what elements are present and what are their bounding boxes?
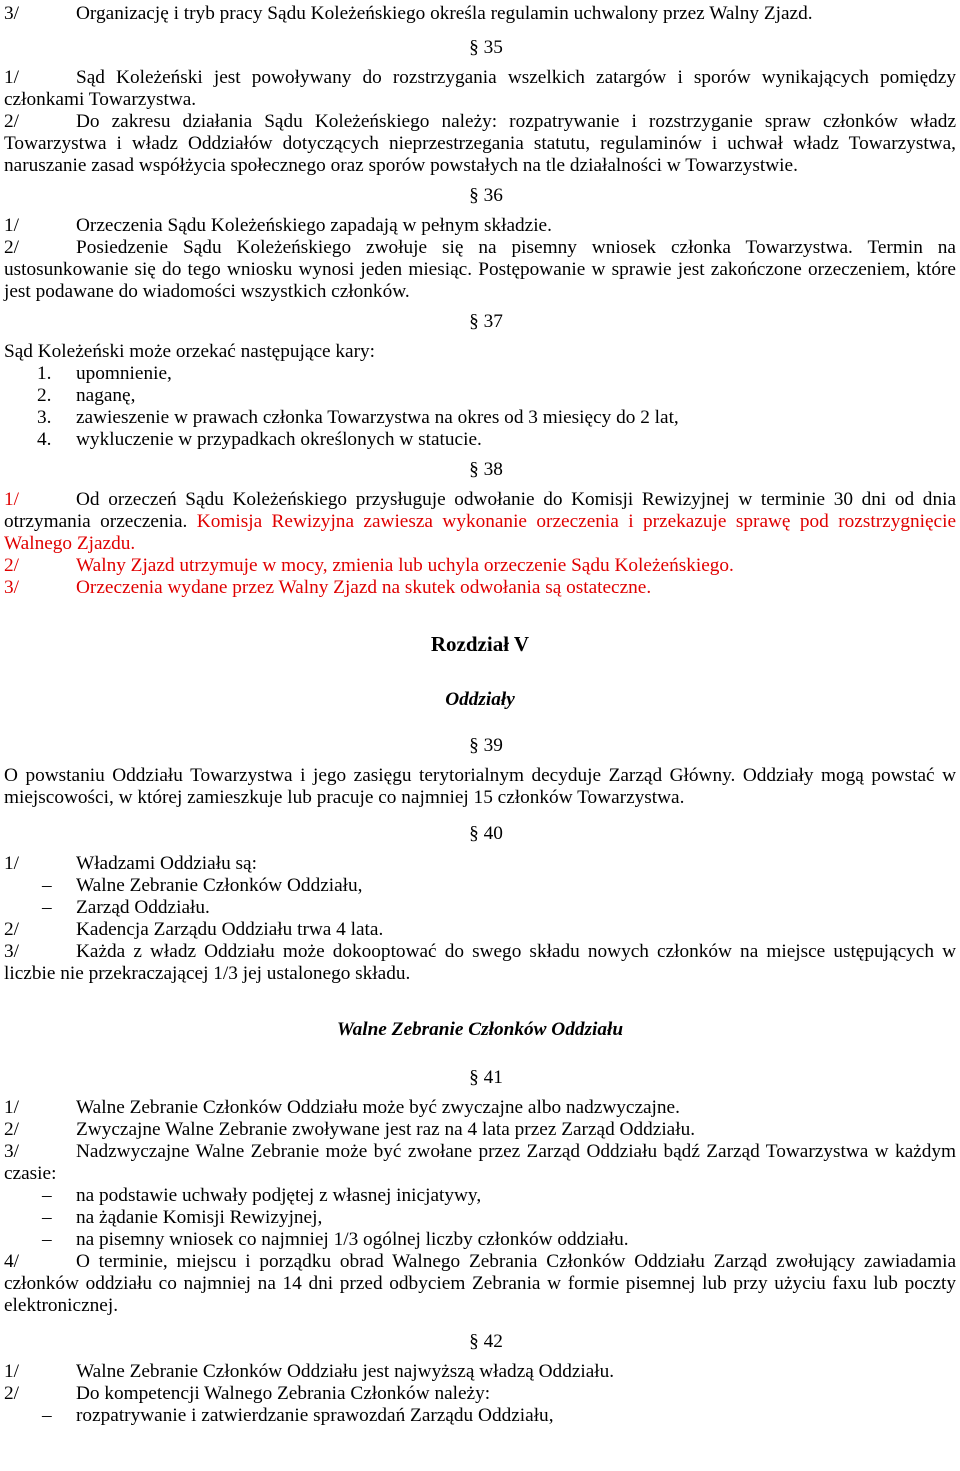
chapter-title: Rozdział V [430, 632, 530, 656]
paragraph-40-3: 3/ Każda z władz Oddziału może dokooptować do swego składu nowych członków na miejsce ustępujących w liczbie nie przekraczającej 1/3 jej ustalonego składu. [4, 941, 956, 984]
paragraph-40-1: 1/ Władzami Oddziału są: [4, 853, 257, 874]
paragraph-36-2: 2/ Posiedzenie Sądu Koleżeńskiego zwołuje się na pisemny wniosek członka Towarzystwa. Termin na ustosunkowanie się do tego wniosku wynosi jeden miesiąc. Postępowanie w sprawie jest zakończone orzeczeniem, które jest podawane do wiadomości wszystkich członków. [4, 237, 956, 302]
paragraph-text: Organizację i tryb pracy Sądu Koleżeńskiego określa regulamin uchwalony przez Walny Zjazd. [76, 3, 813, 24]
list-item: – na pisemny wniosek co najmniej 1/3 ogólnej liczby członków oddziału. [42, 1229, 629, 1250]
section-heading-39: § 39 [469, 735, 503, 756]
paragraph-41-3: 3/ Nadzwyczajne Walne Zebranie może być zwołane przez Zarząd Oddziału bądź Zarząd Towarzystwa w każdym czasie: [4, 1141, 956, 1184]
section-heading-35: § 35 [469, 37, 503, 58]
paragraph-38-3: 3/ Orzeczenia wydane przez Walny Zjazd na skutek odwołania są ostateczne. [4, 577, 652, 598]
section-heading-38: § 38 [469, 459, 503, 480]
document-page [4, 0, 956, 1427]
paragraph-35-2: 2/ Do zakresu działania Sądu Koleżeńskiego należy: rozpatrywanie i rozstrzyganie spraw członków władz Towarzystwa i władz Oddziałów dotyczących nieprzestrzegania statutu, regulaminów i uchwał władz Towarzystwa, naruszanie zasad współżycia społecznego oraz sporów powstałych na tle działalności w Towarzystwie. [4, 111, 956, 176]
list-item: 1. upomnienie, [37, 363, 172, 384]
list-item: – na podstawie uchwały podjętej z własnej inicjatywy, [42, 1185, 482, 1206]
paragraph-41-4: 4/ O terminie, miejscu i porządku obrad Walnego Zebrania Członków Oddziału Zarząd zwołujący zawiadamia członków oddziału co najmniej na 14 dni przed odbyciem Zebrania w formie pisemnej lub przy użyciu faxu lub poczty elektronicznej. [4, 1251, 956, 1316]
list-item: – na żądanie Komisji Rewizyjnej, [42, 1207, 323, 1228]
list-item: 3. zawieszenie w prawach członka Towarzystwa na okres od 3 miesięcy do 2 lat, [37, 407, 679, 428]
list-item: 2. naganę, [37, 385, 136, 406]
paragraph-38-2: 2/ Walny Zjazd utrzymuje w mocy, zmienia lub uchyla orzeczenie Sądu Koleżeńskiego. [4, 555, 734, 576]
paragraph-40-2: 2/ Kadencja Zarządu Oddziału trwa 4 lata. [4, 919, 384, 940]
paragraph-36-1: 1/ Orzeczenia Sądu Koleżeńskiego zapadają w pełnym składzie. [4, 215, 552, 236]
amended-text: Komisja Rewizyjna zawiesza wykonanie orzeczenia i przekazuje sprawę pod rozstrzygnięcie Walnego Zjazdu. [4, 511, 956, 554]
section-heading-37: § 37 [469, 311, 503, 332]
paragraph-37-intro: Sąd Koleżeński może orzekać następujące kary: [4, 341, 375, 362]
paragraph-34-3 [4, 3, 956, 25]
list-item: – Walne Zebranie Członków Oddziału, [42, 875, 363, 896]
penalty-list [4, 363, 956, 451]
list-item: – Zarząd Oddziału. [42, 897, 210, 918]
subsection-title: Walne Zebranie Członków Oddziału [336, 1019, 624, 1040]
paragraph-39: O powstaniu Oddziału Towarzystwa i jego zasięgu terytorialnym decyduje Zarząd Główny. Oddziały mogą powstać w miejscowości, w której zamieszkuje lub pracuje co najmniej 15 członków Towarzystwa. [4, 765, 956, 808]
paragraph-41-2: 2/ Zwyczajne Walne Zebranie zwoływane jest raz na 4 lata przez Zarząd Oddziału. [4, 1119, 696, 1140]
section-heading-36: § 36 [469, 185, 503, 206]
chapter-subtitle: Oddziały [445, 689, 515, 710]
paragraph-41-1: 1/ Walne Zebranie Członków Oddziału może być zwyczajne albo nadzwyczajne. [4, 1097, 680, 1118]
paragraph-number: 3/ [4, 3, 19, 24]
section-heading-41: § 41 [469, 1067, 503, 1088]
paragraph-42-2: 2/ Do kompetencji Walnego Zebrania Członków należy: [4, 1383, 491, 1404]
paragraph-35-1: 1/ Sąd Koleżeński jest powoływany do rozstrzygania wszelkich zatargów i sporów wynikających pomiędzy członkami Towarzystwa. [4, 67, 956, 110]
section-heading-42: § 42 [469, 1331, 503, 1352]
section-heading-40: § 40 [469, 823, 503, 844]
list-item: – rozpatrywanie i zatwierdzanie sprawozdań Zarządu Oddziału, [42, 1405, 554, 1426]
paragraph-38-1: 1/ Od orzeczeń Sądu Koleżeńskiego przysługuje odwołanie do Komisji Rewizyjnej w terminie 30 dni od dnia otrzymania orzeczenia. Komisja Rewizyjna zawiesza wykonanie orzeczenia i przekazuje sprawę pod rozstrzygnięcie Walnego Zjazdu. [4, 489, 956, 554]
list-item: 4. wykluczenie w przypadkach określonych w statucie. [37, 429, 482, 450]
paragraph-42-1: 1/ Walne Zebranie Członków Oddziału jest najwyższą władzą Oddziału. [4, 1361, 615, 1382]
